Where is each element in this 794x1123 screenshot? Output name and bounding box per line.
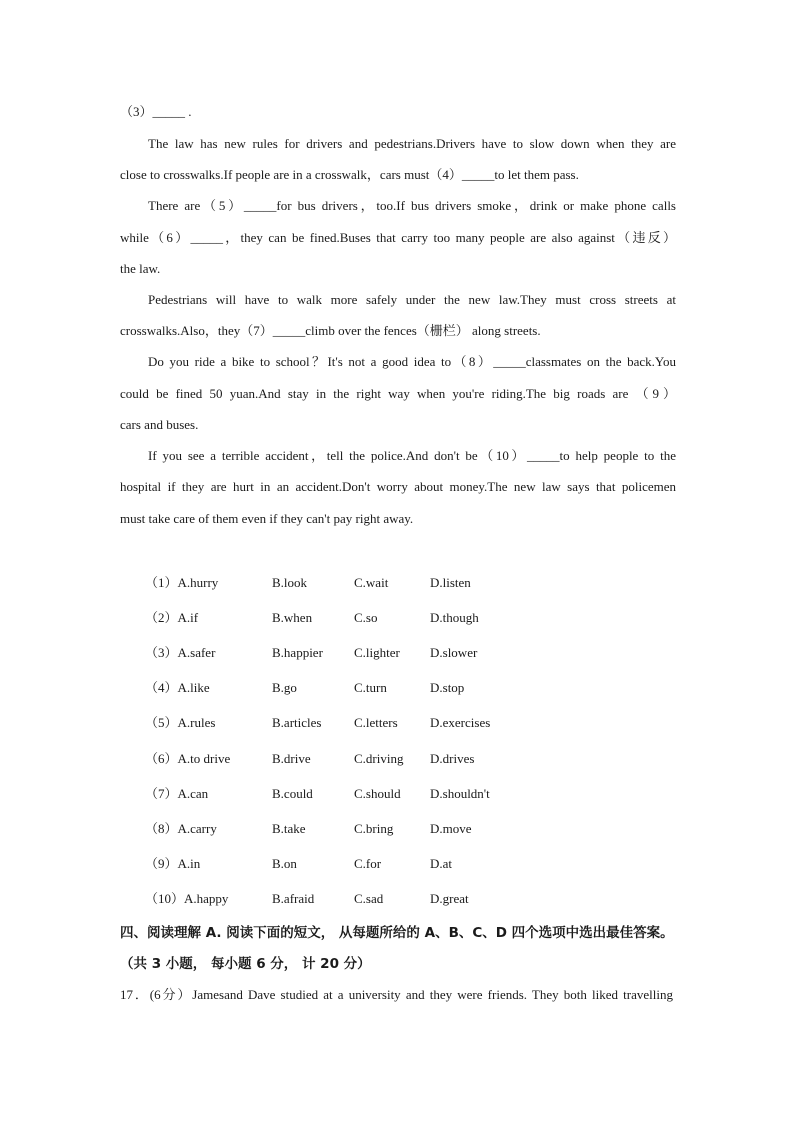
passage-line-8: crosswalks.Also，they（7）_____climb over the fences（栅栏） along streets.: [120, 323, 541, 338]
option-c: C.for: [354, 856, 382, 871]
section-heading: 四、阅读理解 A. 阅读下面的短文， 从每题所给的 A、B、C、D 四个选项中选出最佳答案。: [120, 925, 674, 941]
option-a: （7）A.can: [145, 786, 209, 801]
option-a: （2）A.if: [145, 610, 199, 625]
option-c: C.wait: [354, 575, 389, 590]
passage-line-7: Pedestrians will have to walk more safely under the new law.They must cross streets at: [148, 292, 676, 307]
option-b: B.afraid: [272, 891, 315, 906]
passage-line-4: There are（5）_____for bus drivers，too.If bus drivers smoke，drink or make phone calls: [148, 198, 676, 213]
option-d: D.move: [430, 821, 472, 836]
option-b: B.drive: [272, 751, 311, 766]
passage-line-1: （3）_____ .: [120, 104, 192, 119]
passage-line-3: close to crosswalks.If people are in a crosswalk，cars must（4）_____to let them pass.: [120, 167, 579, 182]
passage-line-5: while（6）_____，they can be fined.Buses that carry too many people are also against（违反）: [120, 230, 676, 245]
option-a: （3）A.safer: [145, 645, 216, 660]
option-d: D.at: [430, 856, 453, 871]
option-a: （10）A.happy: [145, 891, 229, 906]
passage-line-2: The law has new rules for drivers and pedestrians.Drivers have to slow down when they are: [148, 136, 676, 151]
option-d: D.listen: [430, 575, 471, 590]
option-a: （9）A.in: [145, 856, 201, 871]
option-b: B.articles: [272, 715, 322, 730]
question-17-text: 17．(6分）Jamesand Dave studied at a university and they were friends. They both liked travelling: [120, 987, 673, 1002]
passage-line-10: could be fined 50 yuan.And stay in the right way when you're riding.The big roads are （9）: [120, 386, 676, 401]
option-a: （8）A.carry: [145, 821, 217, 836]
option-b: B.take: [272, 821, 306, 836]
option-a: （4）A.like: [145, 680, 210, 695]
option-c: C.so: [354, 610, 378, 625]
option-b: B.when: [272, 610, 313, 625]
option-d: D.exercises: [430, 715, 491, 730]
option-c: C.sad: [354, 891, 384, 906]
option-d: D.drives: [430, 751, 475, 766]
option-c: C.letters: [354, 715, 398, 730]
option-b: B.could: [272, 786, 313, 801]
option-d: D.slower: [430, 645, 478, 660]
passage-line-6: the law.: [120, 261, 161, 276]
option-a: （6）A.to drive: [145, 751, 231, 766]
section-heading-scoring: （共 3 小题， 每小题 6 分， 计 20 分）: [120, 956, 371, 972]
option-c: C.should: [354, 786, 401, 801]
passage-line-13: hospital if they are hurt in an accident.Don't worry about money.The new law says that policemen: [120, 479, 676, 494]
passage-line-14: must take care of them even if they can't pay right away.: [120, 511, 414, 526]
option-d: D.stop: [430, 680, 465, 695]
option-c: C.lighter: [354, 645, 400, 660]
passage-line-9: Do you ride a bike to school？It's not a good idea to（8）_____classmates on the back.You: [148, 354, 676, 369]
option-b: B.go: [272, 680, 297, 695]
option-a: （5）A.rules: [145, 715, 216, 730]
option-b: B.on: [272, 856, 297, 871]
passage-line-11: cars and buses.: [120, 417, 199, 432]
option-a: （1）A.hurry: [145, 575, 219, 590]
option-b: B.look: [272, 575, 308, 590]
option-c: C.turn: [354, 680, 387, 695]
option-d: D.though: [430, 610, 479, 625]
option-c: C.bring: [354, 821, 394, 836]
option-d: D.great: [430, 891, 469, 906]
option-d: D.shouldn't: [430, 786, 490, 801]
passage-line-12: If you see a terrible accident，tell the police.And don't be（10）_____to help people to the: [148, 448, 676, 463]
option-c: C.driving: [354, 751, 404, 766]
option-b: B.happier: [272, 645, 323, 660]
